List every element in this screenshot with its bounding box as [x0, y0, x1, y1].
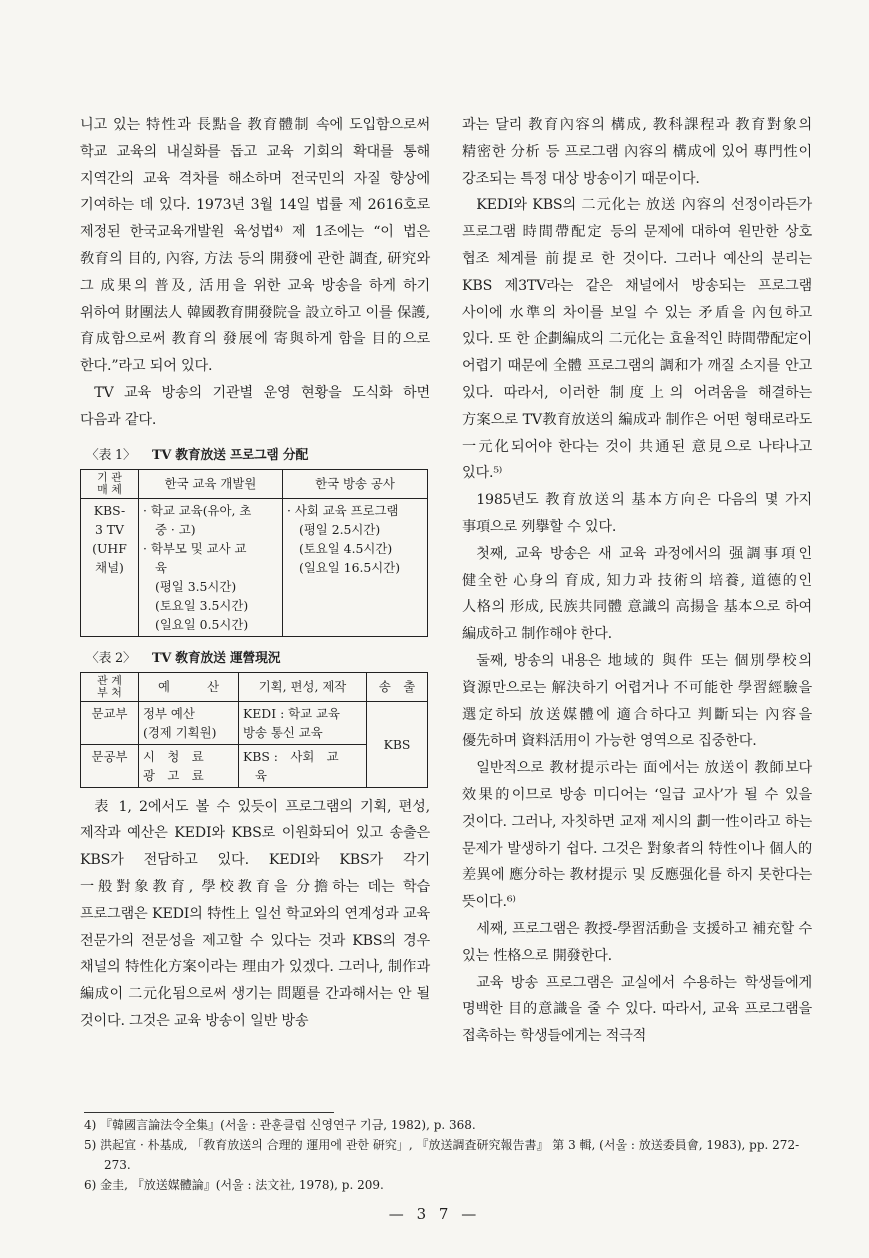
paragraph: 니고 있는 特性과 長點을 教育體制 속에 도입함으로써 학교 교육의 내실화를 돕고 교육 기회의 확대를 통해 지역간의 교육 격차를 해소하며 전국민의 자질 향상에 기여하는 데 있다. 1973년 3월 14일 법률 제 2616호로 제정된 한국교육개발원 육성법⁴⁾ 제 1조에는 “이 법은 敎育의 目的, 內容, 方法 등의 開發에 관한 調査, 研究와 그 成果의 普及, 活用을 위한 교육 방송을 하게 하기 위하여 財團法人 韓國教育開發院을 設立하고 이를 保護, 育成함으로써 教育의 發展에 寄與하게 함을 目的으로 한다.”라고 되어 있다.: [80, 117, 430, 375]
table-title: TV 敎育放送 運營現況: [152, 650, 281, 666]
paragraph: 첫째, 교육 방송은 새 교육 과정에서의 强調事項인 健全한 心身의 育成, 知力과 技術의 培養, 道德的인 人格의 形成, 民族共同體 意識의 高揚을 基本으로 하여 編成하고 制作해야 한다.: [462, 545, 812, 643]
table-cell: KBS : 사회 교 육: [239, 744, 367, 787]
paragraph: KEDI와 KBS의 二元化는 放送 內容의 선정이라든가 프로그램 時間帶配定 등의 문제에 대하여 원만한 상호 협조 체계를 前提로 한 것이다. 그러나 예산의 분리는 KBS 제3TV라는 같은 채널에서 방송되는 프로그램 사이에 水準의 차이를 보일 수 있는 矛盾을 內包하고 있다. 또 한 企劃編成의 二元化는 효율적인 時間帶配定이 어렵기 때문에 全體 프로그램의 調和가 깨질 소지를 안고 있다. 따라서, 이러한 制度上의 어려움을 해결하는 方案으로 TV教育放送의 編成과 制作은 어떤 형태로라도 一元化되어야 한다는 것이 共通된 意見으로 나타나고 있다.⁵⁾: [462, 197, 812, 482]
paragraph: 表 1, 2에서도 볼 수 있듯이 프로그램의 기획, 편성, 제작과 예산은 KEDI와 KBS로 이원화되어 있고 송출은 KBS가 전담하고 있다. KEDI와 KBS가 각기 一般對象教育, 學校教育을 分擔하는 데는 학습 프로그램은 KEDI의 特性上 일선 학교와의 연계성과 교육 전문가의 전문성을 제고할 수 있다는 것과 KBS의 경우 채널의 特性化方案이라는 理由가 있겠다. 그러나, 制作과 編成이 二元化됨으로써 생기는 問題를 간과해서는 안 될 것이다. 그것은 교육 방송이 일반 방송: [80, 798, 430, 1029]
column-header: 기획, 편성, 제작: [239, 672, 367, 701]
table-number: 〈表 2〉: [86, 650, 136, 666]
table-cell: KEDI : 학교 교육 방송 통신 교육: [239, 701, 367, 744]
footnote-divider: [84, 1112, 334, 1113]
paragraph: 1985년도 教育放送의 基本方向은 다음의 몇 가지 事項으로 列擧할 수 있다.: [462, 492, 812, 535]
table-row: [81, 701, 428, 744]
table-cell: 문교부: [81, 701, 139, 744]
paragraph: 세째, 프로그램은 教授-學習活動을 支援하고 補充할 수 있는 性格으로 開發한다.: [462, 920, 812, 964]
column-header: 예 산: [139, 672, 239, 701]
table-cell: KBS: [367, 701, 428, 787]
table-number: 〈表 1〉: [86, 447, 136, 463]
table-2: [80, 672, 428, 788]
table-cell: 정부 예산 (경제 기획원): [139, 701, 239, 744]
table-1: [80, 469, 428, 637]
table-corner-cell: 관 계 부 처: [81, 672, 139, 701]
table-header-row: [81, 469, 428, 498]
column-header: 송 출: [367, 672, 428, 701]
footnote: 4) 『韓國言論法令全集』(서울 : 관훈클럽 신영연구 기금, 1982), p. 368.: [84, 1118, 476, 1132]
paragraph: 둘째, 방송의 내용은 地域的 與件 또는 個別學校의 資源만으로는 解決하기 어렵거나 不可能한 學習經驗을 選定하되 放送媒體에 適合하다고 判斷되는 內容을 優先하며 資料活用이 가능한 영역으로 집중한다.: [462, 652, 812, 750]
right-column: [462, 112, 812, 1050]
paragraph: 일반적으로 教材提示라는 面에서는 放送이 教師보다 效果的이므로 방송 미디어는 ‘일급 교사’가 될 수 있을 것이다. 그러나, 자칫하면 교재 제시의 劃一性이라고 하는 문제가 발생하기 쉽다. 그것은 對象者의 特性이나 個人的 差異에 應分하는 教材提示 및 反應强化를 하지 못한다는 뜻이다.⁶⁾: [462, 760, 812, 911]
table-2-caption: [86, 647, 430, 666]
table-corner-cell: 기 관 매 체: [81, 469, 139, 498]
paragraph: 과는 달리 教育內容의 構成, 教科課程과 教育對象의 精密한 分析 등 프로그램 內容의 構成에 있어 專門性이 강조되는 특정 대상 방송이기 때문이다.: [462, 117, 812, 187]
table-header-row: [81, 672, 428, 701]
page-number: — 3 7 —: [388, 1205, 481, 1223]
table-row: [81, 498, 428, 636]
footnote: 5) 洪起宣 · 朴基成, 「敎育放送의 合理的 運用에 관한 研究」, 『放送調査研究報告書』 第 3 輯, (서울 : 放送委員會, 1983), pp. 272-273.: [84, 1138, 800, 1172]
table-1-caption: [86, 444, 430, 463]
footnote: 6) 金圭, 『放送媒體論』(서울 : 法文社, 1978), p. 209.: [84, 1178, 384, 1192]
table-cell: · 사회 교육 프로그램 (평일 2.5시간) (토요일 4.5시간) (일요일 16.5시간): [283, 498, 428, 636]
paragraph: TV 교육 방송의 기관별 운영 현황을 도식화 하면 다음과 같다.: [80, 384, 430, 428]
table-cell: KBS- 3 TV (UHF 채널): [81, 498, 139, 636]
column-header: 한국 방송 공사: [283, 469, 428, 498]
left-column: [80, 112, 430, 1035]
table-title: TV 教育放送 프로그램 分配: [152, 447, 309, 463]
column-header: 한국 교육 개발원: [139, 469, 283, 498]
footnotes: [84, 1112, 814, 1195]
table-cell: 문공부: [81, 744, 139, 787]
paragraph: 교육 방송 프로그램은 교실에서 수용하는 학생들에게 명백한 目的意識을 줄 수 있다. 따라서, 교육 프로그램을 접촉하는 학생들에게는 적극적: [462, 974, 812, 1045]
table-cell: 시 청 료 광 고 료: [139, 744, 239, 787]
table-cell: · 학교 교육(유아, 초 중 · 고) · 학부모 및 교사 교 육 (평일 3.5시간) (토요일 3.5시간) (일요일 0.5시간): [139, 498, 283, 636]
